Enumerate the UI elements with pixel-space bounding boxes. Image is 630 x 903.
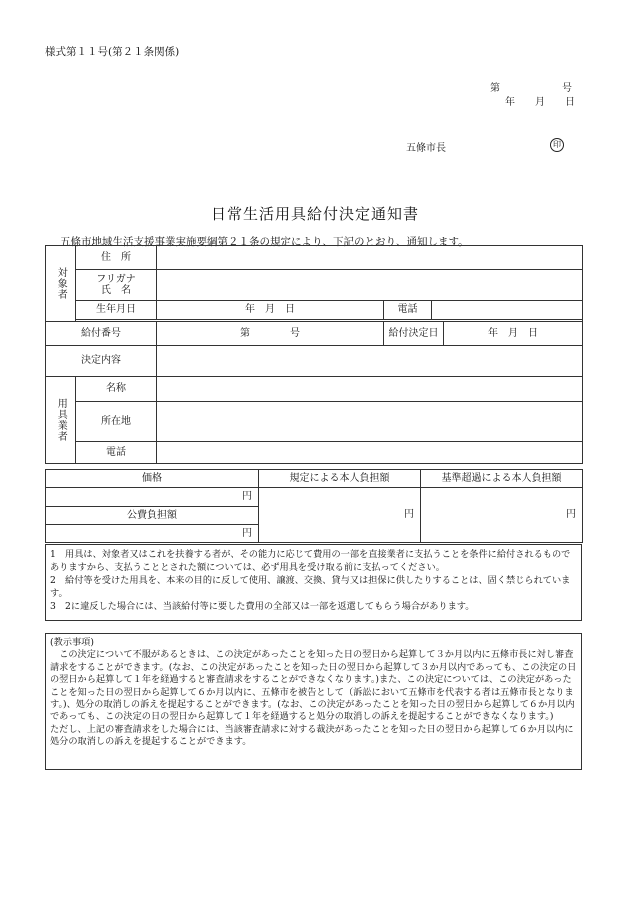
public-burden-field[interactable]: 円 xyxy=(46,525,259,543)
decision-content-label: 決定内容 xyxy=(46,346,157,377)
vendor-group-label: 用具業者 xyxy=(46,377,76,464)
vendor-location-label: 所在地 xyxy=(76,402,157,442)
address-field[interactable] xyxy=(157,246,583,270)
decision-date-label: 給付決定日 xyxy=(384,322,444,346)
cost-table xyxy=(45,469,583,543)
number-prefix: 第 xyxy=(490,83,500,94)
subject-vendor-table xyxy=(45,245,583,464)
price-label: 価格 xyxy=(46,470,259,488)
subject-group-label: 対象者 xyxy=(46,246,76,322)
name-field[interactable] xyxy=(157,270,583,301)
vendor-phone-field[interactable] xyxy=(157,442,583,464)
form-number: 様式第１１号(第２１条関係) xyxy=(45,46,180,58)
instructions-heading: (教示事項) xyxy=(50,637,94,648)
phone-label: 電話 xyxy=(384,301,432,320)
page-title: 日常生活用具給付決定通知書 xyxy=(210,205,419,223)
grant-number-field[interactable] xyxy=(157,322,384,346)
grant-number-prefix: 第 xyxy=(240,327,250,339)
address-label: 住 所 xyxy=(76,246,157,270)
grant-number-label: 給付番号 xyxy=(46,322,157,346)
excess-burden-field[interactable]: 円 xyxy=(421,488,583,543)
instructions-paragraph: ただし、上記の審査請求をした場合には、当該審査請求に対する裁決があったことを知った日の翌日から起算して６か月以内に処分の取消しの訴えを提起することができます。 xyxy=(50,723,574,748)
note-item: 2 給付等を受けた用具を、本来の目的に反して使用、譲渡、交換、貸与又は担保に供したりすることは、固く禁じられています。 xyxy=(50,575,571,599)
note-item: 1 用具は、対象者又はこれを扶養する者が、その能力に応じて費用の一部を直接業者に支払うことを条件に給付されるものでありますから、支払うこととされた額については、必ず用具を受け取る前に支払ってください。 xyxy=(50,549,571,573)
standard-burden-field[interactable]: 円 xyxy=(259,488,421,543)
price-field[interactable]: 円 xyxy=(46,488,259,507)
year-label: 年 xyxy=(505,97,515,108)
birthdate-field[interactable]: 年 月 日 xyxy=(157,301,384,320)
number-suffix: 号 xyxy=(562,83,572,94)
name-labels xyxy=(76,270,157,301)
decision-content-field[interactable] xyxy=(157,346,583,377)
vendor-name-field[interactable] xyxy=(157,377,583,402)
furigana-label: フリガナ xyxy=(96,273,136,285)
birthdate-label: 生年月日 xyxy=(76,301,157,320)
vendor-location-field[interactable] xyxy=(157,402,583,442)
excess-burden-label: 基準超過による本人負担額 xyxy=(421,470,583,488)
notes-box xyxy=(45,544,582,621)
decision-date-field[interactable]: 年 月 日 xyxy=(444,322,583,346)
document-number xyxy=(490,79,572,94)
standard-burden-label: 規定による本人負担額 xyxy=(259,470,421,488)
issue-date xyxy=(505,93,575,108)
month-label: 月 xyxy=(535,97,545,108)
public-burden-label: 公費負担額 xyxy=(46,507,259,525)
intro-text: 五條市地域生活支援事業実施要綱第２１条の規定により、下記のとおり、通知します。 xyxy=(60,236,469,248)
phone-field[interactable] xyxy=(432,301,583,320)
grant-number-suffix: 号 xyxy=(290,327,300,339)
seal-mark: 印 xyxy=(550,138,564,152)
issuer-name: 五條市長 xyxy=(406,143,446,154)
vendor-phone-label: 電話 xyxy=(76,442,157,464)
name-label: 氏 名 xyxy=(101,285,131,296)
note-item: 3 2に違反した場合には、当該給付等に要した費用の全部又は一部を返還してもらう場合があります。 xyxy=(50,601,475,612)
day-label: 日 xyxy=(565,97,575,108)
vendor-name-label: 名称 xyxy=(76,377,157,402)
instructions-box xyxy=(45,633,582,770)
instructions-paragraph: この決定について不服があるときは、この決定があったことを知った日の翌日から起算して３か月以内に五條市長に対し審査請求をすることができます。(なお、この決定があったことを知った日の翌日から起算して３か月以内であっても、この決定の日の翌日から起算して１年を経過すると審査請求をすることができなくなります。)また、この決定については、この決定があったことを知った日の翌日から起算して６か月以内に、五條市を被告として（訴訟において五條市を代表する者は五條市長となります。)、処分の取消しの訴えを提起することができます。(なお、この決定があったことを知った日の翌日から起算して６か月以内であっても、この決定の日の翌日から起算して１年を経過すると処分の取消しの訴えを提起することができなくなります。) xyxy=(50,649,577,723)
